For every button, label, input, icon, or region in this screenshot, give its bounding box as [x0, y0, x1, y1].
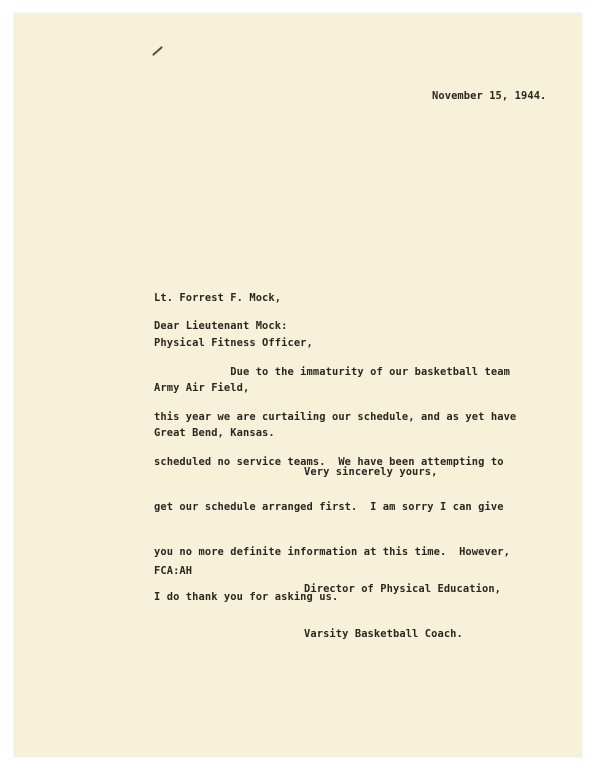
letter-date: November 15, 1944. [432, 90, 547, 102]
address-line: Army Air Field, [154, 382, 250, 394]
signature-title [304, 552, 501, 672]
body-line: Due to the immaturity of our basketball team [154, 366, 510, 378]
salutation: Dear Lieutenant Mock: [154, 320, 288, 332]
signature-line: Varsity Basketball Coach. [304, 628, 463, 640]
body-line: get our schedule arranged first. I am sorry I can give [154, 501, 504, 513]
body-line: this year we are curtailing our schedule, and as yet have [154, 411, 517, 423]
reference-initials: FCA:AH [154, 565, 193, 577]
pencil-mark [152, 46, 163, 56]
address-line: Lt. Forrest F. Mock, [154, 292, 282, 304]
address-line: Great Bend, Kansas. [154, 427, 275, 439]
signature-line: Director of Physical Education, [304, 583, 502, 595]
closing: Very sincerely yours, [304, 466, 438, 478]
body-line: I do thank you for asking us. [154, 591, 339, 603]
body-line: you no more definite information at this time. However, [154, 546, 510, 558]
body-line: scheduled no service teams. We have been attempting to [154, 456, 504, 468]
address-line: Physical Fitness Officer, [154, 337, 313, 349]
letter-page [14, 13, 581, 756]
